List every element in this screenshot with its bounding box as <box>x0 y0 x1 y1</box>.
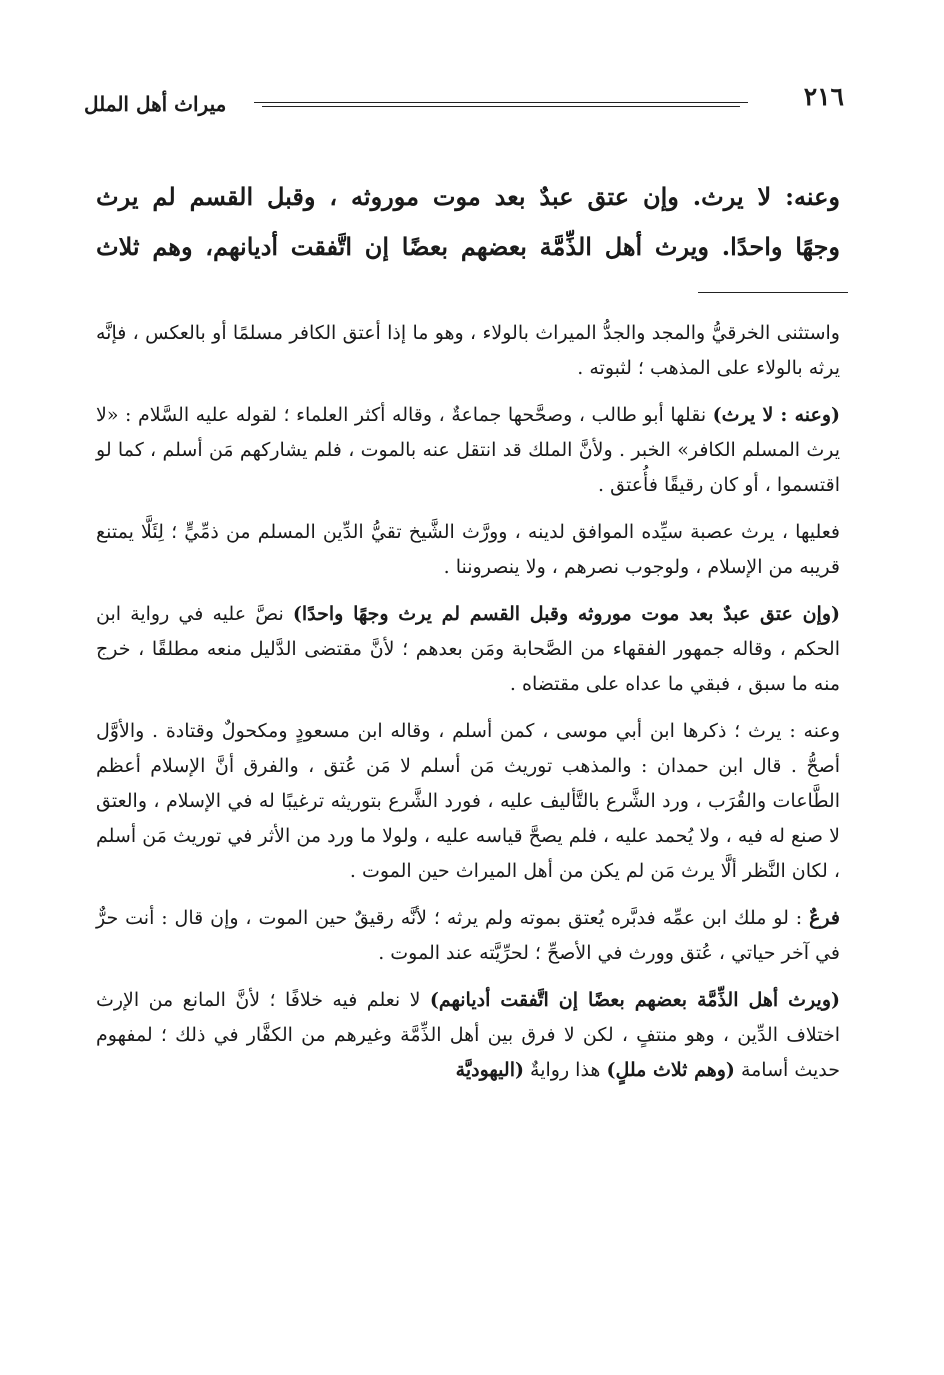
commentary <box>96 316 840 1100</box>
paragraph-text: هذا روايةٌ <box>523 1059 607 1081</box>
main-text-line: وجهًا واحدًا. ويرث أهل الذِّمَّة بعضهم بعضًا إن اتَّفقت أديانهم، وهم ثلاث <box>96 232 840 261</box>
commentary-paragraph <box>96 901 840 971</box>
paragraph-text: فعليها ، يرث عصبة سيِّده الموافق لدينه ، وورَّث الشَّيخ تقيُّ الدِّين المسلم من ذمِّيٍّ ؛ لِئَلَّا يمتنع قريبه من الإسلام ، ولوجوب نصرهم ، ولا ينصروننا . <box>96 521 840 578</box>
commentary-paragraph <box>96 597 840 702</box>
commentary-paragraph <box>96 983 840 1088</box>
commentary-paragraph <box>96 316 840 386</box>
paragraph-text: وعنه : يرث ؛ ذكرها ابن أبي موسى ، كمن أسلم ، وقاله ابن مسعودٍ ومكحولٌ وقتادة . والأوَّل أصحُّ . قال ابن حمدان : والمذهب توريث مَن أسلم لا مَن عُتق ، والفرق أنَّ الإسلام أعظم الطَّاعات والقُرَب ، ورد الشَّرع بالتَّأليف عليه ، فورد الشَّرع بتوريثه ترغيبًا له في الإسلام ، والعتق لا صنع له فيه ، ولا يُحمد عليه ، فلم يصحَّ قياسه عليه ، ولولا ما ورد من الأثر في توريث مَن أسلم ، لكان النَّظر ألَّا يرث مَن لم يكن من أهل الميراث حين الموت . <box>96 720 840 882</box>
header-rule-inner <box>262 106 740 107</box>
running-title: ميراث أهل الملل <box>84 92 227 116</box>
paragraph-text: : لو ملك ابن عمِّه فدبَّره يُعتق بموته ولم يرثه ؛ لأنَّه رقيقٌ حين الموت ، وإن قال : أنت حرٌّ في آخر حياتي ، عُتق وورث في الأصحِّ ؛ لحرِّيَّته عند الموت . <box>96 907 840 964</box>
paragraph-text: نصَّ عليه في رواية ابن الحكم ، وقاله جمهور الفقهاء من الصَّحابة ومَن بعدهم ؛ لأنَّ مقتضى الدَّليل منعه مطلقًا ، خرج منه ما سبق ، فبقي ما عداه على مقتضاه . <box>96 603 840 695</box>
running-header <box>84 82 844 126</box>
paragraph-text: لا نعلم فيه خلافًا ؛ لأنَّ المانع من الإرث اختلاف الدِّين ، وهو منتفٍ ، لكن لا فرق بين أهل الذِّمَّة وغيرهم من الكفَّار في ذلك ؛ لمفهوم حديث أسامة <box>96 989 840 1081</box>
quoted-matn: (وإن عتق عبدٌ بعد موت موروثه وقبل القسم لم يرث وجهًا واحدًا) <box>292 603 840 625</box>
quoted-matn: (وهم ثلاث مللٍ) <box>606 1059 735 1081</box>
quoted-matn: (ويرث أهل الذِّمَّة بعضهم بعضًا إن اتَّفقت أديانهم) <box>429 989 840 1011</box>
footnote-separator <box>698 292 848 293</box>
paragraph-text: واستثنى الخرقيُّ والمجد والجدُّ الميراث بالولاء ، وهو ما إذا أعتق الكافر مسلمًا أو بالعكس ، فإنَّه يرثه بالولاء على المذهب ؛ لثبوته . <box>96 322 840 379</box>
paragraph-text: نقلها أبو طالب ، وصحَّحها جماعةٌ ، وقاله أكثر العلماء ؛ لقوله عليه السَّلام : «لا يرث المسلم الكافر» الخبر . ولأنَّ الملك قد انتقل عنه بالموت ، فلم يشاركهم مَن أسلم ، كما لو اقتسموا ، أو كان رقيقًا فأُعتق . <box>96 404 840 496</box>
quoted-matn: (وعنه : لا يرث) <box>712 404 840 426</box>
header-rule <box>254 102 748 103</box>
main-text-line: وعنه: لا يرث. وإن عتق عبدٌ بعد موت موروثه ، وقبل القسم لم يرث <box>96 182 840 211</box>
main-text <box>96 172 840 272</box>
branch-label: فرعٌ <box>809 907 840 929</box>
page-number: ٢١٦ <box>803 82 844 111</box>
commentary-paragraph <box>96 515 840 585</box>
commentary-paragraph <box>96 398 840 503</box>
commentary-paragraph <box>96 714 840 889</box>
quoted-matn: (اليهوديَّة <box>455 1059 524 1081</box>
